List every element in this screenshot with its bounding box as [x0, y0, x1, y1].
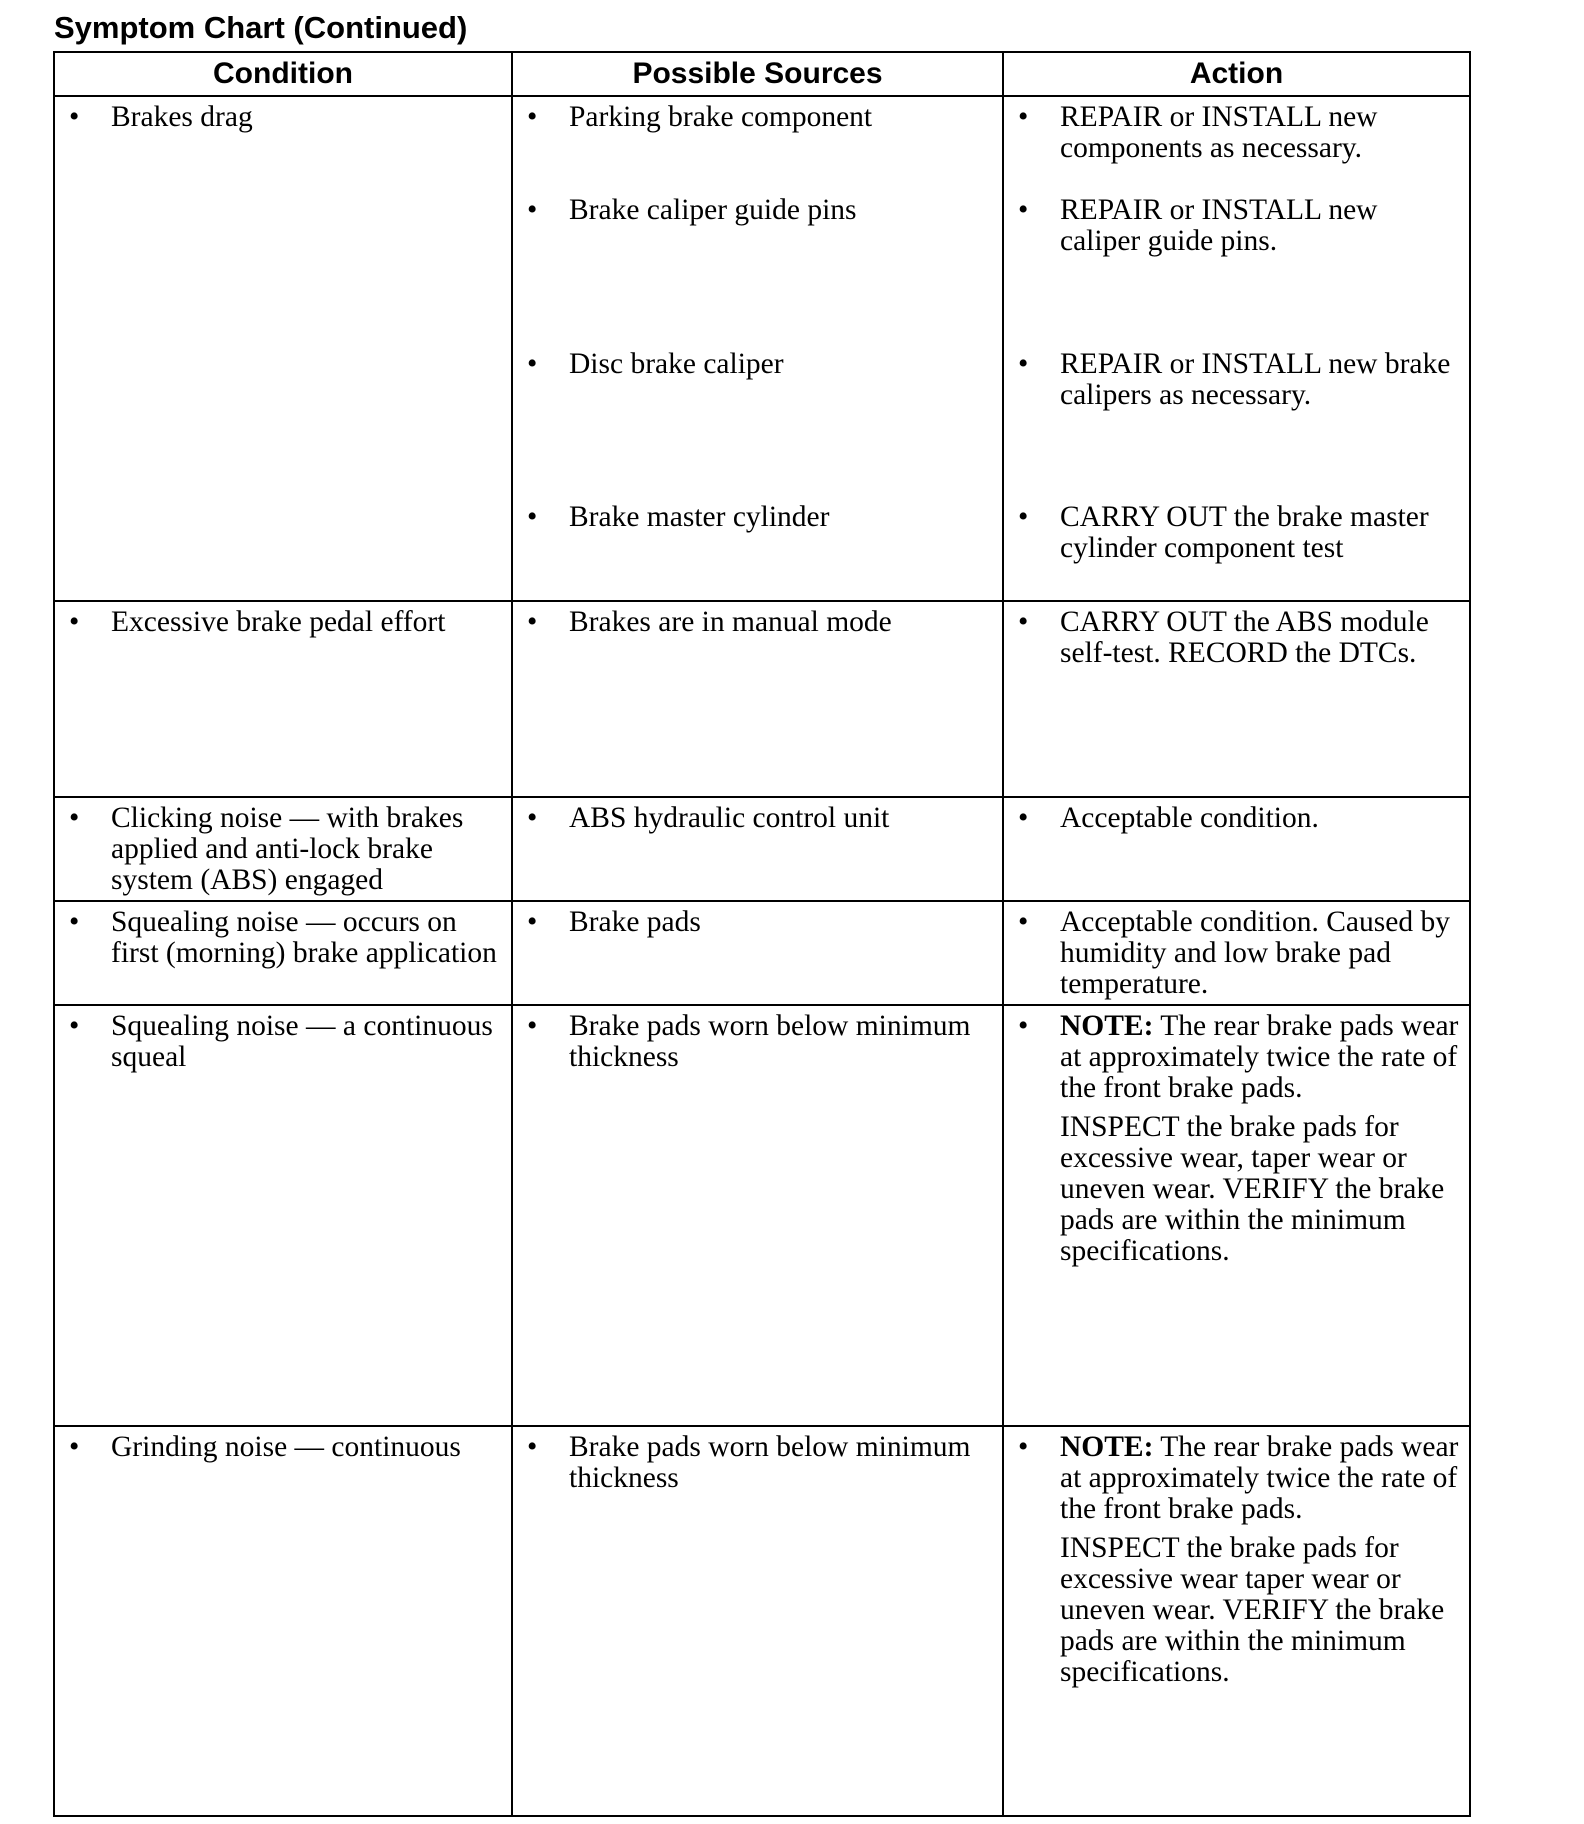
bullet-icon: •: [527, 101, 538, 133]
note-label: NOTE:: [1060, 1010, 1154, 1042]
sources-cell: [512, 1005, 1003, 1426]
action-text: REPAIR or INSTALL new brake calipers as necessary.: [1060, 348, 1451, 411]
source-item: [513, 607, 992, 638]
header-row: [54, 52, 1470, 96]
header-possible-sources: Possible Sources: [512, 52, 1003, 96]
condition-cell: [54, 96, 512, 601]
condition-text: Excessive brake pedal effort: [111, 606, 446, 638]
bullet-icon: •: [1018, 348, 1029, 380]
note-text: The rear brake pads wear at approximately twice the rate of the front brake pads.: [1060, 1431, 1459, 1525]
condition-text: Grinding noise — continuous: [111, 1431, 461, 1463]
bullet-icon: •: [527, 194, 538, 226]
action-cell: [1003, 96, 1470, 601]
condition-item: [55, 607, 501, 638]
header-condition: Condition: [54, 52, 512, 96]
action-item: [1004, 502, 1459, 564]
action-item: [1004, 803, 1459, 834]
table-row: [54, 96, 1470, 601]
bullet-icon: •: [527, 606, 538, 638]
condition-item: [55, 803, 501, 896]
bullet-icon: •: [527, 348, 538, 380]
action-item: [1004, 1432, 1459, 1688]
source-item: [513, 803, 992, 834]
header-action: Action: [1003, 52, 1470, 96]
condition-text: Squealing noise — occurs on first (morning) brake application: [111, 906, 497, 969]
source-text: Disc brake caliper: [569, 348, 784, 380]
source-item: [513, 1011, 992, 1073]
condition-cell: [54, 601, 512, 797]
action-item: [1004, 607, 1459, 669]
note-label: NOTE:: [1060, 1431, 1154, 1463]
source-item: [513, 349, 992, 502]
bullet-icon: •: [527, 906, 538, 938]
bullet-icon: •: [1018, 501, 1029, 533]
action-cell: [1003, 901, 1470, 1005]
bullet-icon: •: [69, 906, 80, 938]
condition-cell: [54, 1426, 512, 1816]
action-text: REPAIR or INSTALL new caliper guide pins.: [1060, 194, 1378, 257]
sources-cell: [512, 601, 1003, 797]
source-item: [513, 502, 992, 533]
source-text: Brake caliper guide pins: [569, 194, 857, 226]
sources-cell: [512, 901, 1003, 1005]
condition-text: Squealing noise — a continuous squeal: [111, 1010, 493, 1073]
action-text: Acceptable condition. Caused by humidity and low brake pad temperature.: [1060, 906, 1450, 1000]
bullet-icon: •: [527, 501, 538, 533]
source-text: Brakes are in manual mode: [569, 606, 892, 638]
bullet-icon: •: [1018, 194, 1029, 226]
sources-cell: [512, 96, 1003, 601]
action-text: CARRY OUT the brake master cylinder component test: [1060, 501, 1429, 564]
condition-item: [55, 907, 501, 969]
condition-text: Brakes drag: [111, 101, 253, 133]
bullet-icon: •: [69, 1431, 80, 1463]
sources-cell: [512, 797, 1003, 901]
source-text: Brake pads worn below minimum thickness: [569, 1010, 971, 1073]
source-item: [513, 102, 992, 195]
action-item: [1004, 195, 1459, 349]
source-item: [513, 195, 992, 349]
condition-item: [55, 1432, 501, 1463]
action-paragraph: INSPECT the brake pads for excessive wear, taper wear or uneven wear. VERIFY the brake pads are within the minimum specifications.: [1060, 1111, 1445, 1267]
action-text: REPAIR or INSTALL new components as necessary.: [1060, 101, 1378, 164]
bullet-icon: •: [527, 1010, 538, 1042]
bullet-icon: •: [69, 606, 80, 638]
source-text: ABS hydraulic control unit: [569, 802, 890, 834]
source-text: Brake pads: [569, 906, 701, 938]
source-text: Brake pads worn below minimum thickness: [569, 1431, 971, 1494]
action-item: [1004, 102, 1459, 195]
condition-cell: [54, 1005, 512, 1426]
source-text: Brake master cylinder: [569, 501, 830, 533]
action-item: [1004, 349, 1459, 502]
action-paragraph: INSPECT the brake pads for excessive wear taper wear or uneven wear. VERIFY the brake pads are within the minimum specifications.: [1060, 1532, 1445, 1688]
source-text: Parking brake component: [569, 101, 873, 133]
table-row: [54, 1426, 1470, 1816]
condition-item: [55, 1011, 501, 1073]
action-cell: [1003, 1005, 1470, 1426]
action-cell: [1003, 1426, 1470, 1816]
bullet-icon: •: [69, 1010, 80, 1042]
action-item: [1004, 907, 1459, 1000]
table-row: [54, 1005, 1470, 1426]
bullet-icon: •: [527, 1431, 538, 1463]
bullet-icon: •: [69, 101, 80, 133]
page-title: Symptom Chart (Continued): [54, 10, 468, 45]
bullet-icon: •: [527, 802, 538, 834]
action-cell: [1003, 601, 1470, 797]
action-text: CARRY OUT the ABS module self-test. RECORD the DTCs.: [1060, 606, 1429, 669]
note-text: The rear brake pads wear at approximately twice the rate of the front brake pads.: [1060, 1010, 1459, 1104]
action-cell: [1003, 797, 1470, 901]
action-item: [1004, 1011, 1459, 1267]
symptom-chart-table: [53, 51, 1471, 1817]
table-row: [54, 601, 1470, 797]
table-row: [54, 797, 1470, 901]
condition-cell: [54, 797, 512, 901]
action-text: Acceptable condition.: [1060, 802, 1319, 834]
bullet-icon: •: [1018, 606, 1029, 638]
bullet-icon: •: [1018, 1431, 1029, 1463]
condition-text: Clicking noise — with brakes applied and anti-lock brake system (ABS) engaged: [111, 802, 464, 896]
source-item: [513, 1432, 992, 1494]
table-row: [54, 901, 1470, 1005]
sources-cell: [512, 1426, 1003, 1816]
bullet-icon: •: [1018, 906, 1029, 938]
bullet-icon: •: [1018, 802, 1029, 834]
source-item: [513, 907, 992, 938]
bullet-icon: •: [69, 802, 80, 834]
bullet-icon: •: [1018, 101, 1029, 133]
condition-cell: [54, 901, 512, 1005]
condition-item: [55, 102, 501, 133]
bullet-icon: •: [1018, 1010, 1029, 1042]
